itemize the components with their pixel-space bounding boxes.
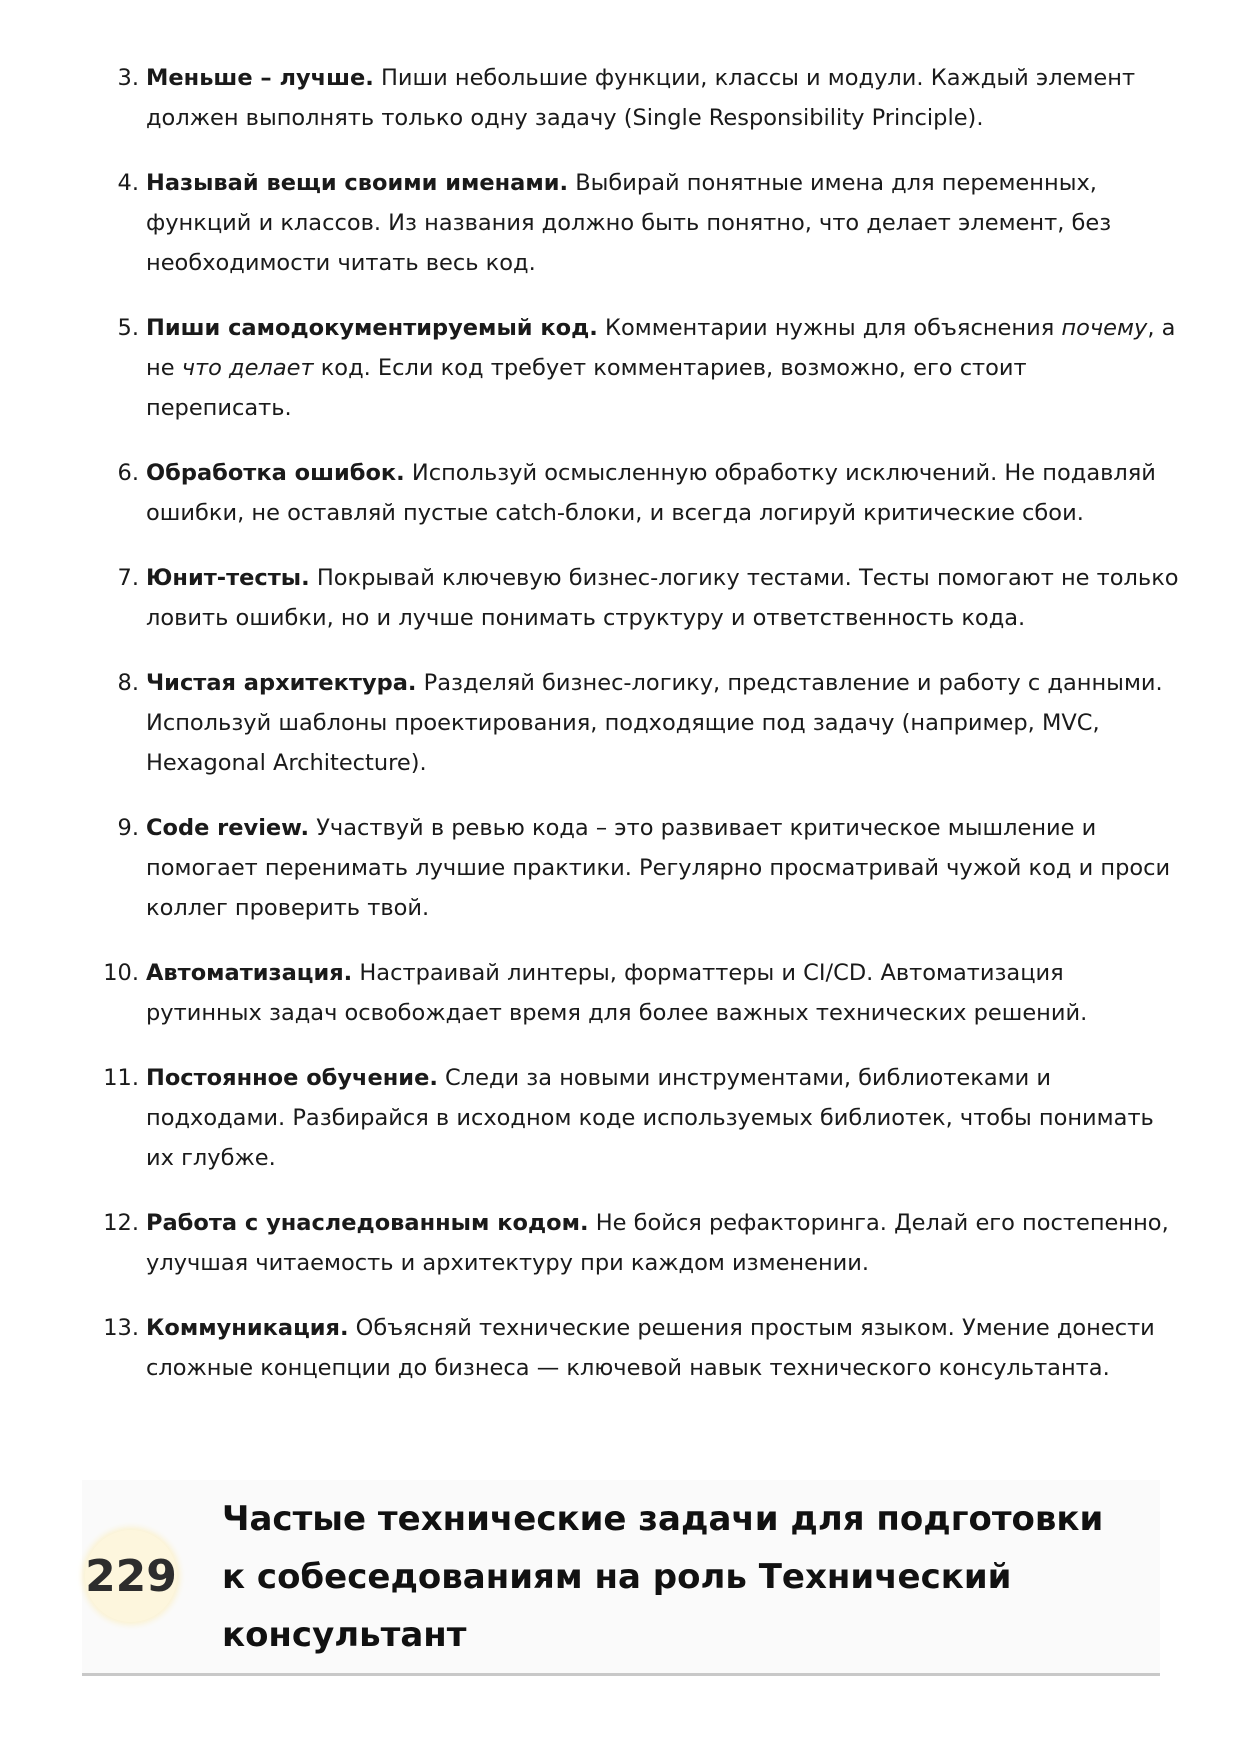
- list-item-title: Code review.: [146, 815, 310, 841]
- list-item: [0, 163, 1239, 283]
- list-item: [0, 1308, 1239, 1388]
- list-item-text: Разделяй бизнес-логику, представление и работу с данными. Используй шаблоны проектирования, подходящие под задачу (например, MVC, Hexagonal Architecture).: [146, 670, 1163, 776]
- list-item: [0, 663, 1239, 783]
- list-item-number: 10.: [103, 960, 139, 986]
- list-item-number: 12.: [103, 1210, 139, 1236]
- section-number-badge: 229: [85, 1530, 177, 1622]
- list-item-title: Коммуникация.: [146, 1315, 349, 1341]
- list-item-title: Обработка ошибок.: [146, 460, 405, 486]
- list-item-title: Меньше – лучше.: [146, 65, 374, 91]
- list-item-number: 11.: [103, 1065, 139, 1091]
- list-item-number: 5.: [117, 315, 139, 341]
- list-item-text: Следи за новыми инструментами, библиотеками и подходами. Разбирайся в исходном коде используемых библиотек, чтобы понимать их глубже.: [146, 1065, 1154, 1171]
- list-item-number: 7.: [117, 565, 139, 591]
- list-item-text: Комментарии нужны для объяснения: [597, 315, 1062, 341]
- list-item-number: 8.: [117, 670, 139, 696]
- list-item-title: Юнит-тесты.: [146, 565, 310, 591]
- list-item-text: Покрывай ключевую бизнес-логику тестами. Тесты помогают не только ловить ошибки, но и лучше понимать структуру и ответственность кода.: [146, 565, 1179, 631]
- list-item-text: Объясняй технические решения простым языком. Умение донести сложные концепции до бизнеса — ключевой навык технического консультанта.: [146, 1315, 1155, 1381]
- list-item: [0, 453, 1239, 533]
- list-item-title: Автоматизация.: [146, 960, 353, 986]
- list-item: [0, 808, 1239, 928]
- list-item-text: Настраивай линтеры, форматтеры и CI/CD. Автоматизация рутинных задач освобождает время для более важных технических решений.: [146, 960, 1088, 1026]
- list-item-number: 9.: [117, 815, 139, 841]
- list-item-title: Называй вещи своими именами.: [146, 170, 569, 196]
- numbered-list: [0, 58, 1239, 1413]
- list-item-text: , а не: [146, 315, 1176, 381]
- list-item-text: Пиши небольшие функции, классы и модули. Каждый элемент должен выполнять только одну задачу (Single Responsibility Principle).: [146, 65, 1136, 131]
- list-item-text: код. Если код требует комментариев, возможно, его стоит переписать.: [146, 355, 1027, 421]
- list-item-text: Выбирай понятные имена для переменных, функций и классов. Из названия должно быть понятно, что делает элемент, без необходимости читать весь код.: [146, 170, 1112, 276]
- list-item: [0, 308, 1239, 428]
- list-item-number: 3.: [117, 65, 139, 91]
- list-item: [0, 953, 1239, 1033]
- list-item: [0, 58, 1239, 138]
- section-title: Частые технические задачи для подготовки к собеседованиям на роль Технический консультант: [222, 1499, 1104, 1655]
- list-item-text: Участвуй в ревью кода – это развивает критическое мышление и помогает перенимать лучшие практики. Регулярно просматривай чужой код и проси коллег проверить твой.: [146, 815, 1171, 921]
- list-item: [0, 558, 1239, 638]
- list-item: [0, 1203, 1239, 1283]
- list-item-text: Не бойся рефакторинга. Делай его постепенно, улучшая читаемость и архитектуру при каждом изменении.: [146, 1210, 1169, 1276]
- list-item-number: 6.: [117, 460, 139, 486]
- list-item: [0, 1058, 1239, 1178]
- list-item-emphasis: почему: [1061, 315, 1148, 341]
- list-item-title: Работа с унаследованным кодом.: [146, 1210, 589, 1236]
- list-item-emphasis: что делает: [181, 355, 314, 381]
- list-item-title: Чистая архитектура.: [146, 670, 417, 696]
- list-item-text: Используй осмысленную обработку исключений. Не подавляй ошибки, не оставляй пустые catch-блоки, и всегда логируй критические сбои.: [146, 460, 1156, 526]
- list-item-title: Постоянное обучение.: [146, 1065, 438, 1091]
- list-item-number: 13.: [103, 1315, 139, 1341]
- list-item-number: 4.: [117, 170, 139, 196]
- list-item-title: Пиши самодокументируемый код.: [146, 315, 598, 341]
